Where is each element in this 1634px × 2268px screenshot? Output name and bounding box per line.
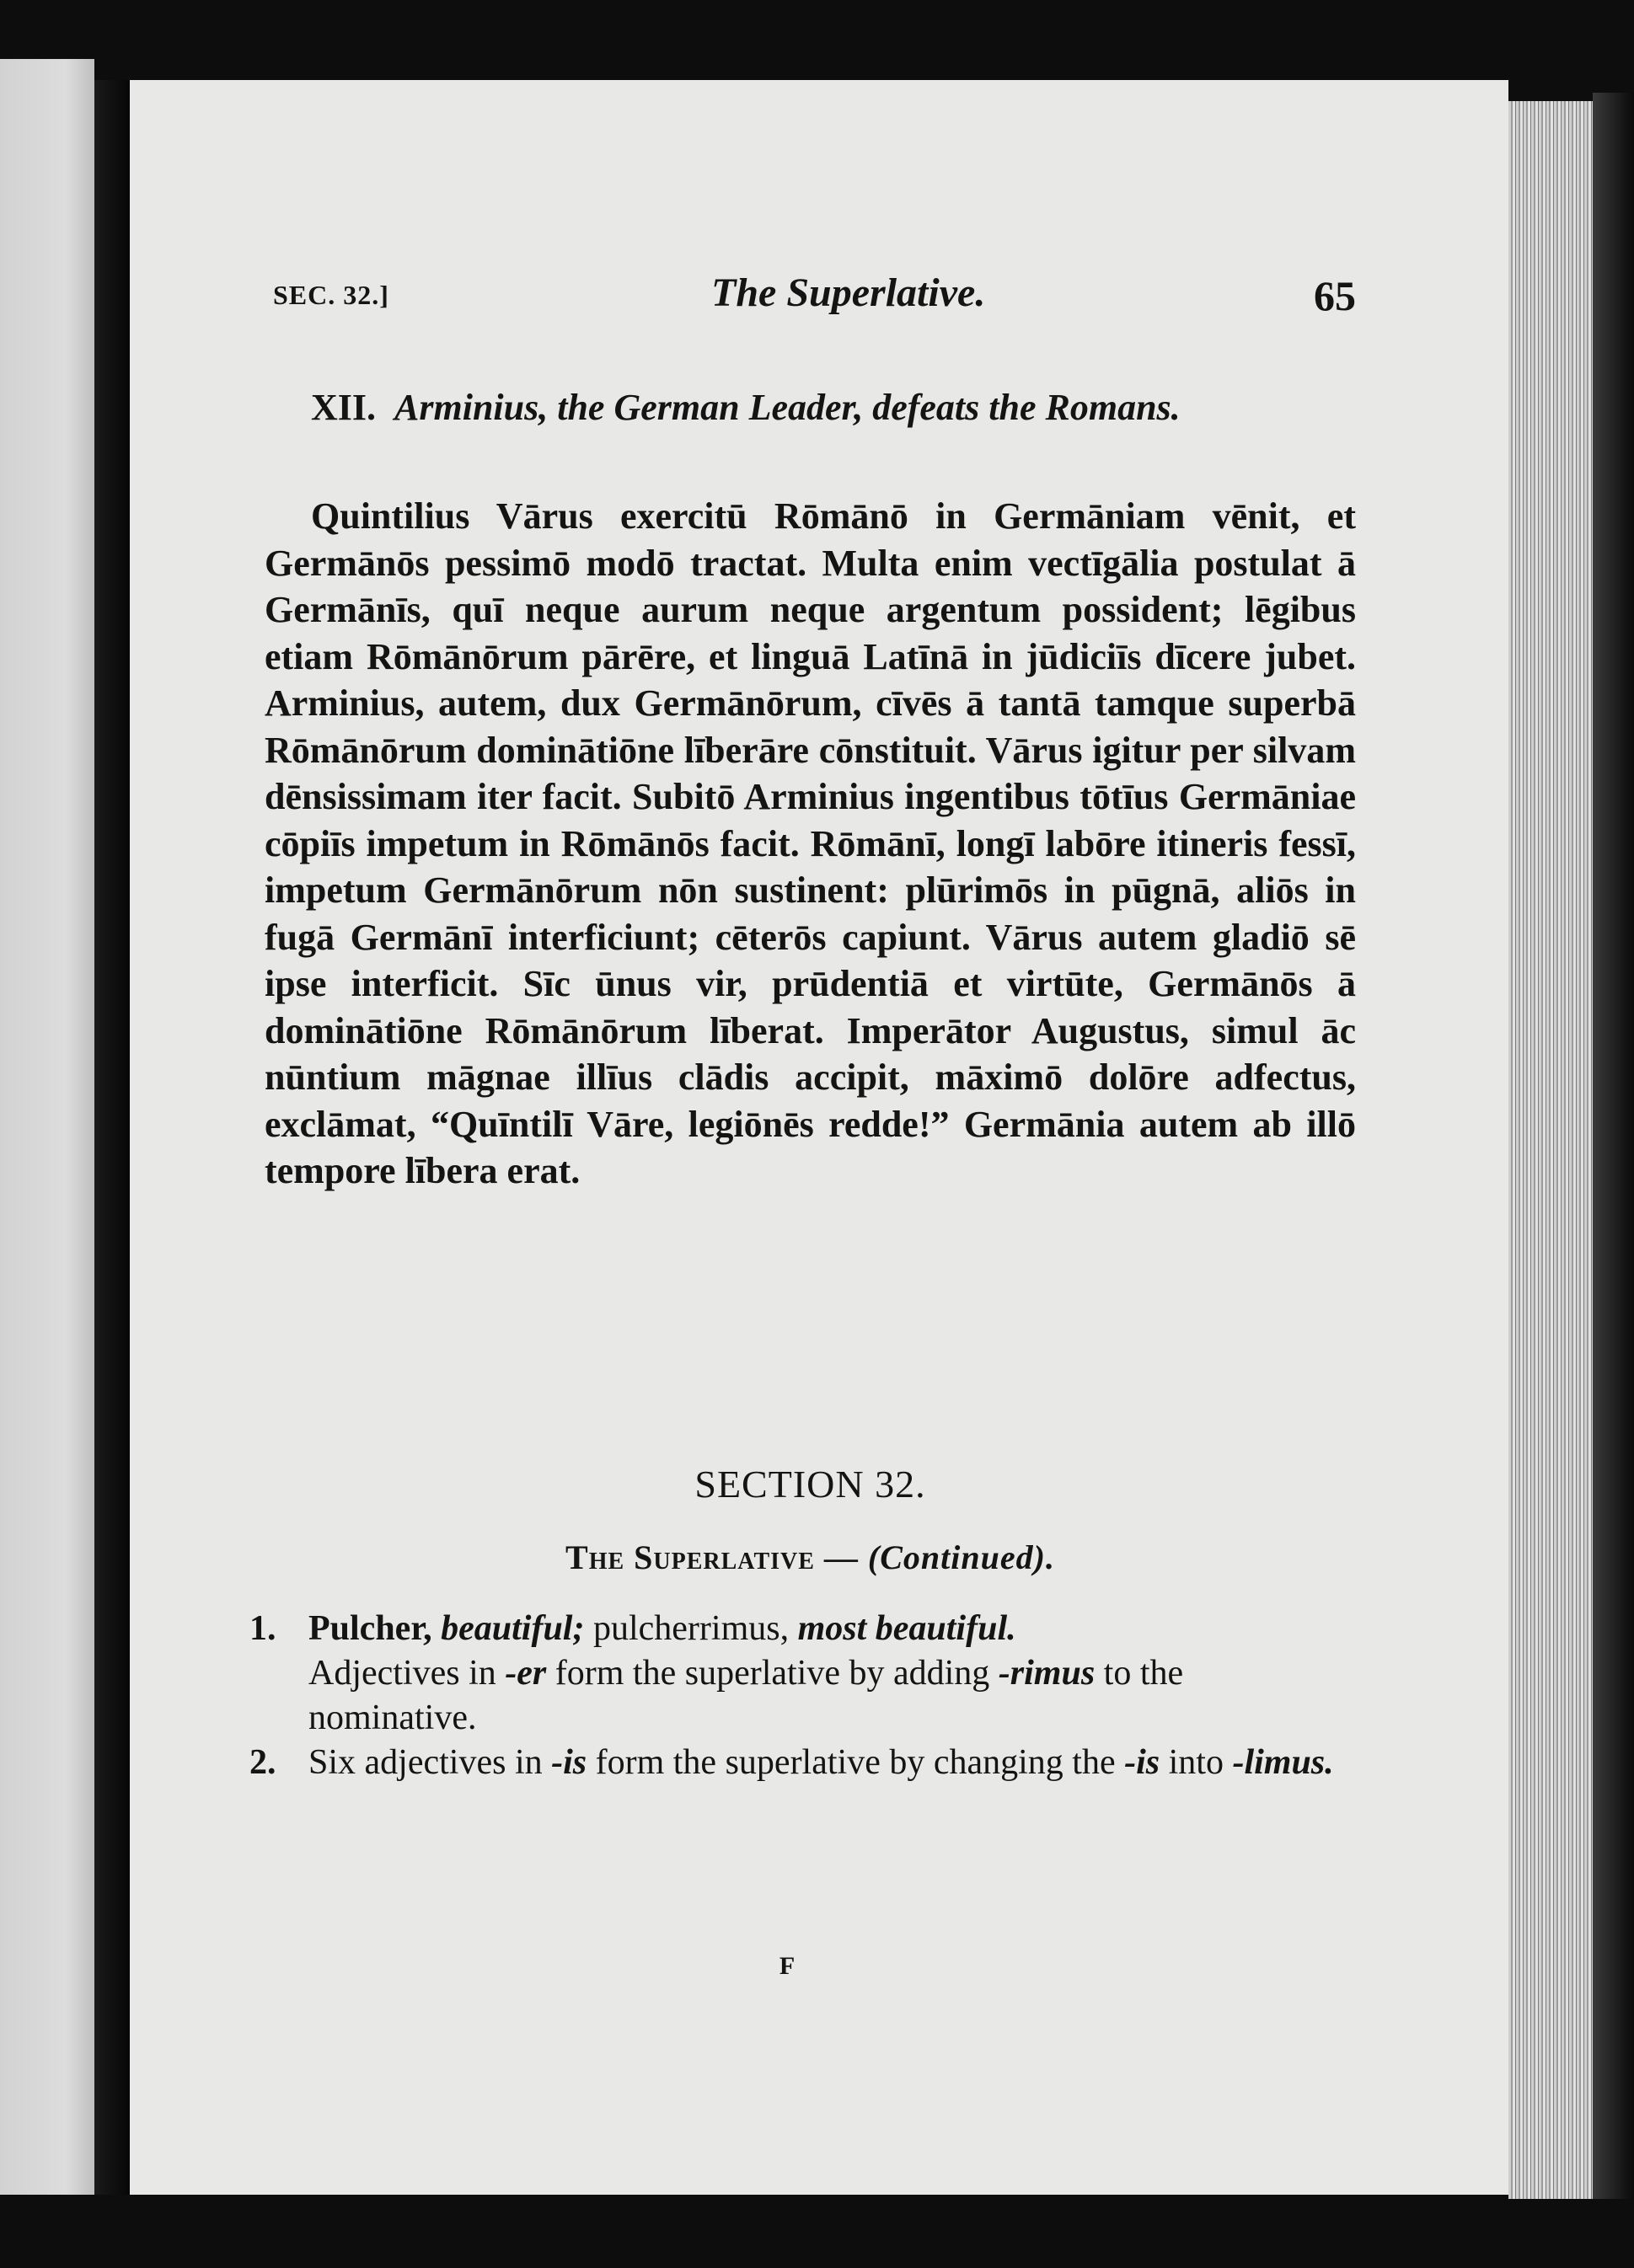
rule-example-form: pulcherrimus,: [592, 1609, 790, 1648]
page-block-edges: [1508, 101, 1593, 2199]
rule-expl-part: form the superlative by adding: [554, 1654, 990, 1693]
rule-suffix: -limus.: [1232, 1743, 1334, 1782]
rule-suffix: -er: [505, 1654, 547, 1693]
rule-expl-part: to the nominative.: [308, 1654, 1184, 1737]
book-edge-shadow: [1593, 93, 1634, 2199]
reading-title: [311, 383, 1356, 432]
rule-explanation: [308, 1651, 1352, 1741]
section-subheading-text: The Superlative —: [565, 1538, 859, 1576]
running-head: [273, 270, 1356, 320]
reading-number: XII.: [311, 387, 377, 428]
rule-expl-part: form the superlative by changing the: [595, 1743, 1116, 1782]
grammar-rules: [248, 1607, 1352, 1785]
rule-expl-part: into: [1168, 1743, 1224, 1782]
rule-number: 2.: [249, 1743, 276, 1782]
section-subheading: [265, 1538, 1356, 1577]
rule-example-gloss: beautiful;: [441, 1609, 585, 1648]
rule-expl-part: Six adjectives in: [308, 1743, 543, 1782]
reading-title-text: Arminius, the German Leader, defeats the Romans.: [394, 387, 1181, 428]
running-head-section: SEC. 32.]: [273, 280, 389, 310]
rule-example-word: Pulcher,: [308, 1609, 432, 1648]
rule-suffix: -rimus: [998, 1654, 1096, 1693]
section-heading: SECTION 32.: [694, 1463, 926, 1506]
grammar-rule-1: [248, 1607, 1352, 1741]
reading-passage: Quintilius Vārus exercitū Rōmānō in Germāniam vēnit, et Germānōs pessimō modō tractat. Multa enim vectīgālia postulat ā Germānīs, quī neque aurum neque argentum possident; lēgibus etiam Rōmānōrum pārēre, et linguā Latīnā in jūdiciīs dīcere jubet. Arminius, autem, dux Germānōrum, cīvēs ā tantā tamque superbā Rōmānōrum dominātiōne līberāre cōnstituit. Vārus igitur per silvam dēnsissimam iter facit. Subitō Arminius ingentibus tōtīus Germāniae cōpiīs impetum in Rōmānōs facit. Rōmānī, longī labōre itineris fessī, impetum Germānōrum nōn sustinent: plūrimōs in pūgnā, aliōs in fugā Germānī interficiunt; cēterōs capiunt. Vārus autem gladiō sē ipse interficit. Sīc ūnus vir, prūdentiā et virtūte, Germānōs ā dominātiōne Rōmānōrum līberat. Imperātor Augustus, simul āc nūntium māgnae illīus clādis accipit, māximō dolōre adfectus, exclāmat, “Quīntilī Vāre, legiōnēs redde!” Germānia autem ab illō tempore lībera erat.: [265, 495, 1356, 1191]
rule-number: 1.: [249, 1609, 276, 1648]
running-head-title: The Superlative.: [711, 270, 986, 315]
page-number: 65: [1314, 272, 1356, 319]
book-page: [130, 80, 1508, 2195]
grammar-rule-2: [248, 1741, 1352, 1785]
section-subheading-continued: (Continued).: [867, 1538, 1055, 1576]
rule-example-form-gloss: most beautiful.: [797, 1609, 1016, 1648]
rule-suffix: -is: [551, 1743, 587, 1782]
signature-mark: F: [779, 1952, 796, 1980]
rule-suffix: -is: [1124, 1743, 1160, 1782]
rule-expl-part: Adjectives in: [308, 1654, 496, 1693]
gutter-shadow: [94, 80, 130, 2195]
facing-page-edge: [0, 59, 94, 2195]
